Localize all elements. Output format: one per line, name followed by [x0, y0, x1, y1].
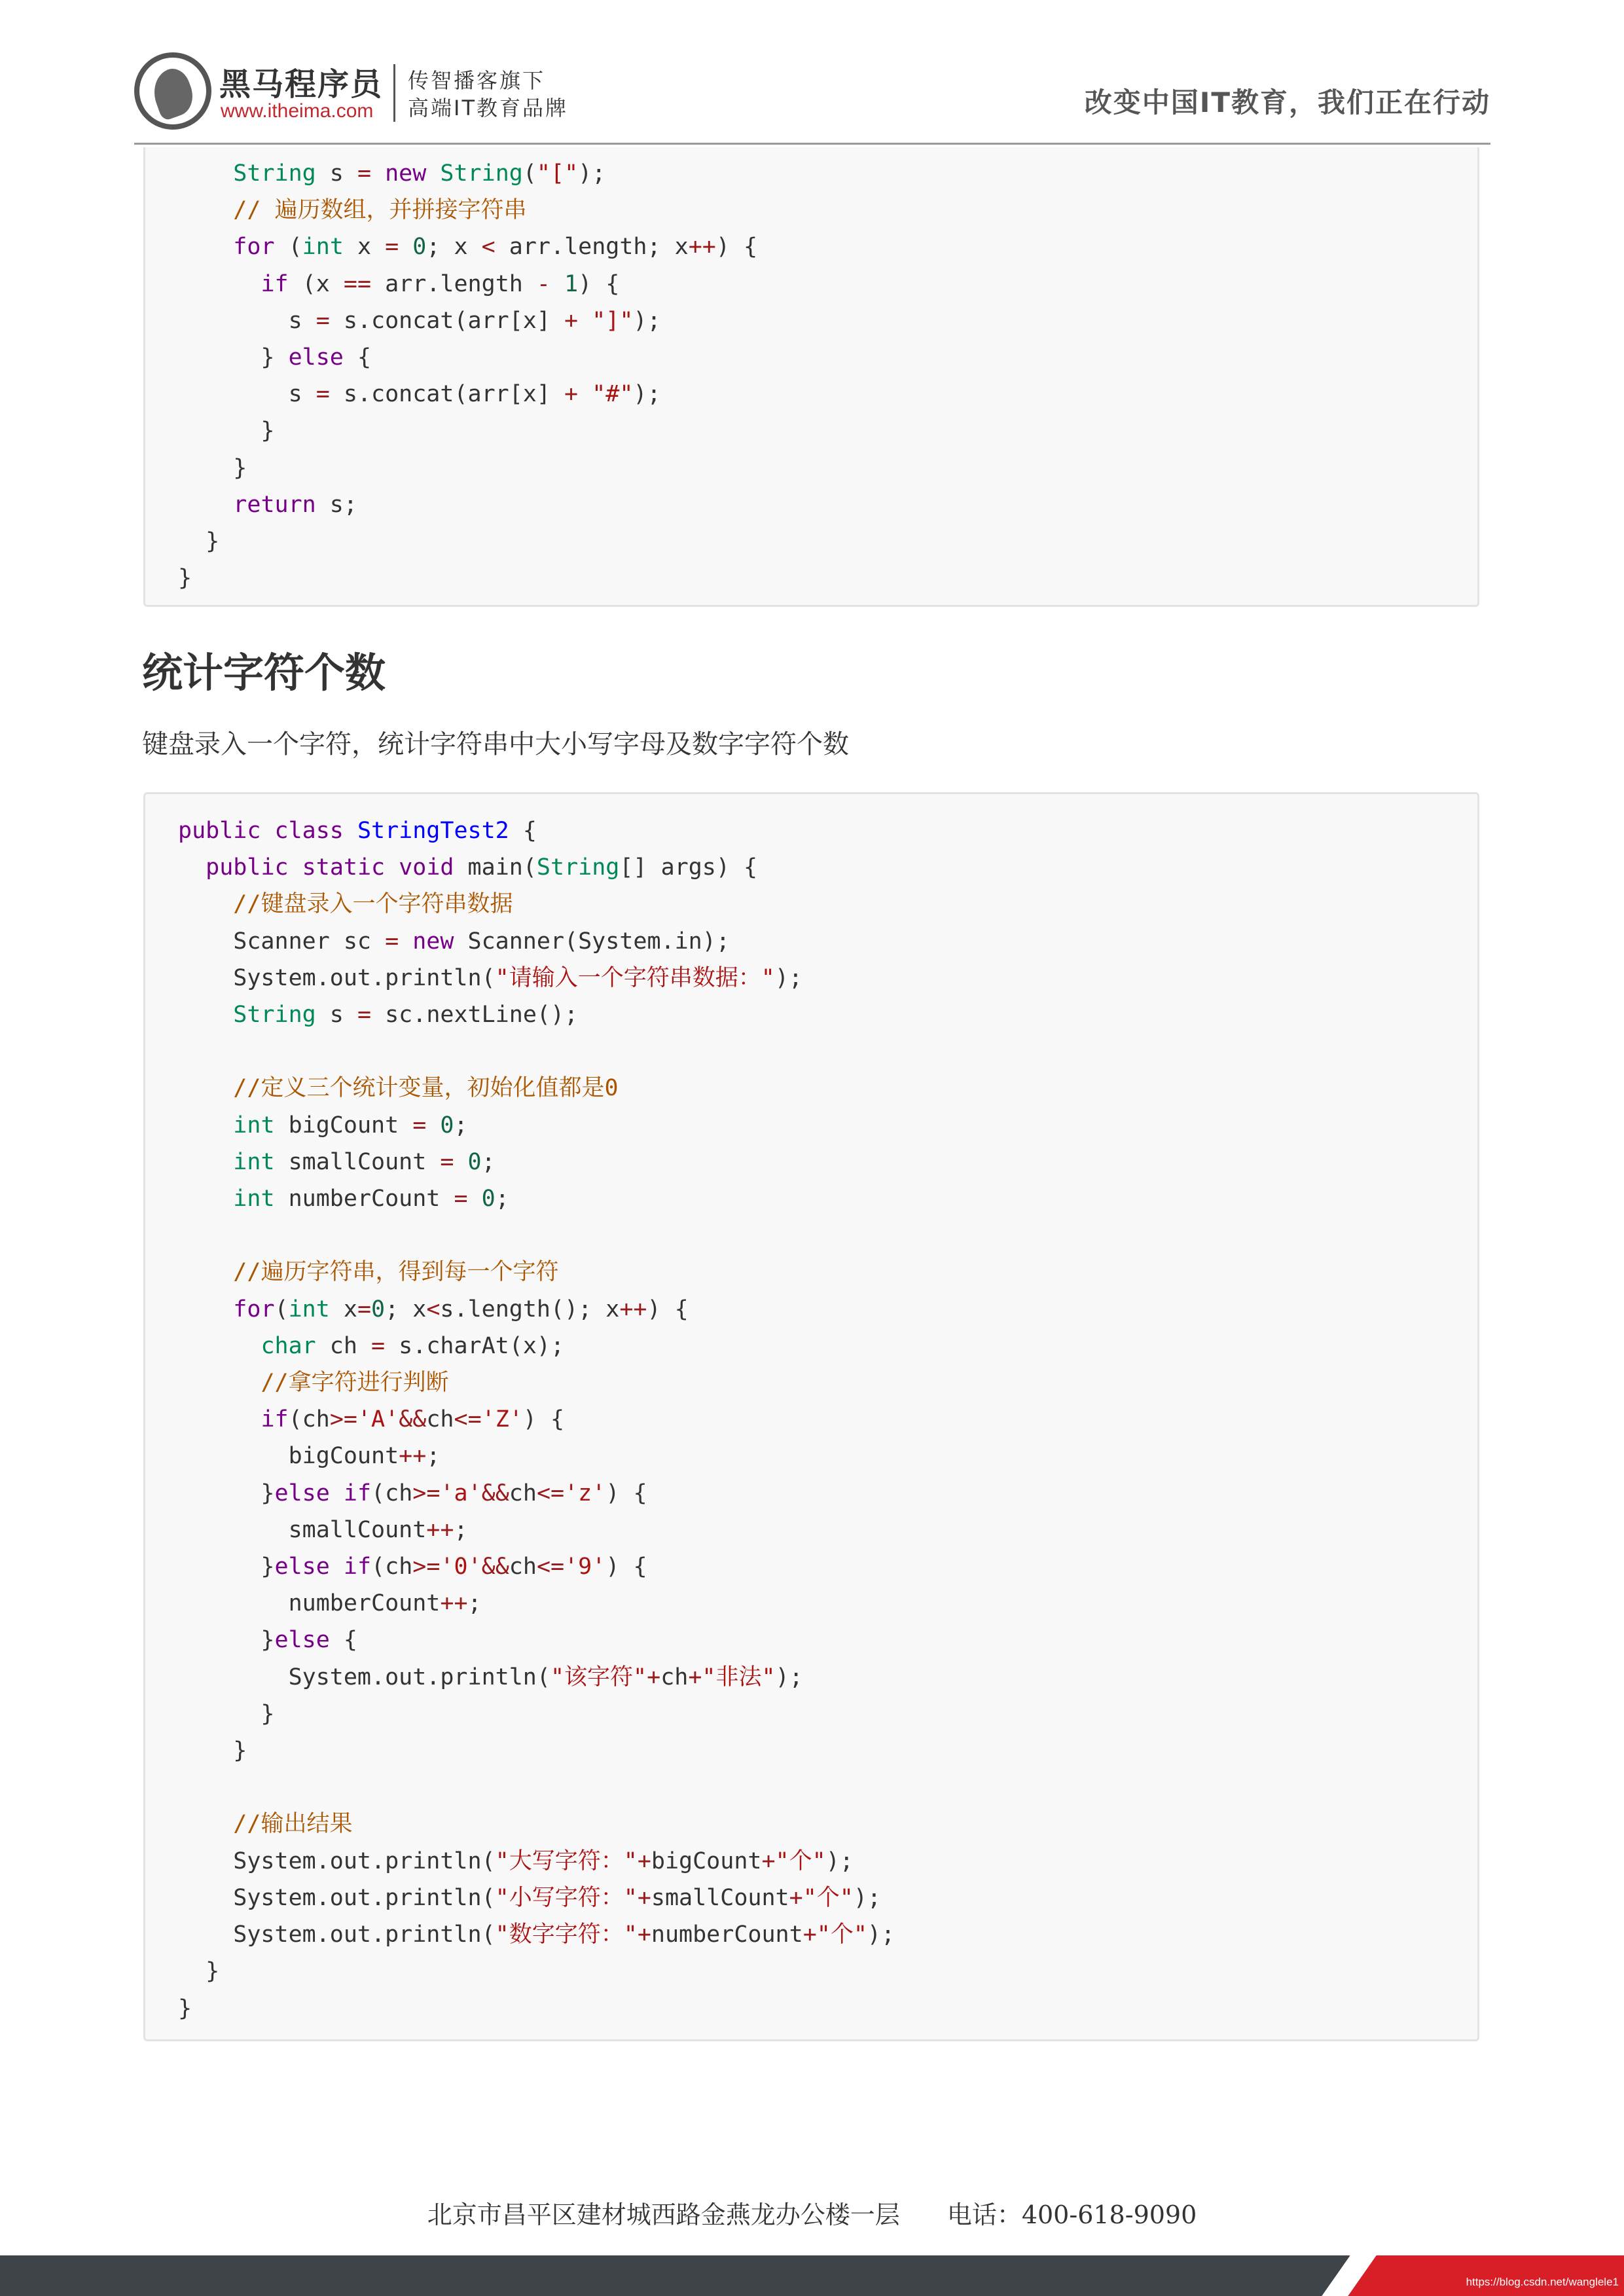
code-block-2: [143, 792, 1479, 2041]
brand-divider: [393, 64, 395, 122]
header-slogan: 改变中国IT教育，我们正在行动: [1084, 86, 1490, 118]
footer-watermark: https://blog.csdn.net/wanglele1: [1466, 2276, 1619, 2288]
section-description: 键盘录入一个字符，统计字符串中大小写字母及数字字符个数: [142, 729, 849, 759]
brand-url: www.itheima.com: [221, 100, 374, 122]
brand-subtitle-1: 传智播客旗下: [408, 68, 546, 93]
footer-contact: [0, 2195, 1624, 2231]
section-title: 统计字符个数: [142, 649, 386, 697]
code-block-1: [143, 147, 1479, 607]
footer-address: 北京市昌平区建材城西路金燕龙办公楼一层: [427, 2200, 900, 2229]
horse-logo-icon: [134, 52, 211, 130]
page-header: [134, 46, 1490, 144]
code-block-2-text: public class StringTest2 { public static void main(String[] args) { //键盘录入一个字符串数据 Scanner sc = new Scanner(System.in); System.out.println("请输入一个字符串数据："); String s = sc.nextLine(); //定义三个统计变量，初始化值都是0 int bigCount = 0; int smallCount = 0; int numberCount = 0; //遍历字符串，得到每一个字符 for(int x=0; x<s.length(); x++) { char ch = s.charAt(x); //拿字符进行判断 if(ch>='A'&&ch<='Z') { bigCount++; }else if(ch>='a'&&ch<='z') { smallCount++; }else if(ch>='0'&&ch<='9') { numberCount++; }else { System.out.println("该字符"+ch+"非法"); } } //输出结果 System.out.println("大写字符："+bigCount+"个"); System.out.println("小写字符："+smallCount+"个"); System.out.println("数字字符："+numberCount+"个"); } }: [178, 818, 895, 2022]
header-divider: [134, 143, 1490, 145]
brand-name: 黑马程序员: [219, 66, 384, 103]
brand-subtitle-2: 高端IT教育品牌: [408, 96, 568, 120]
footer-phone: 电话：400-618-9090: [947, 2200, 1197, 2229]
code-block-1-text: String s = new String("["); // 遍历数组，并拼接字符串 for (int x = 0; x < arr.length; x++) { if (x == arr.length - 1) { s = s.concat(arr[x] + "]"); } else { s = s.concat(arr[x] + "#"); } } return s; } }: [178, 160, 758, 592]
